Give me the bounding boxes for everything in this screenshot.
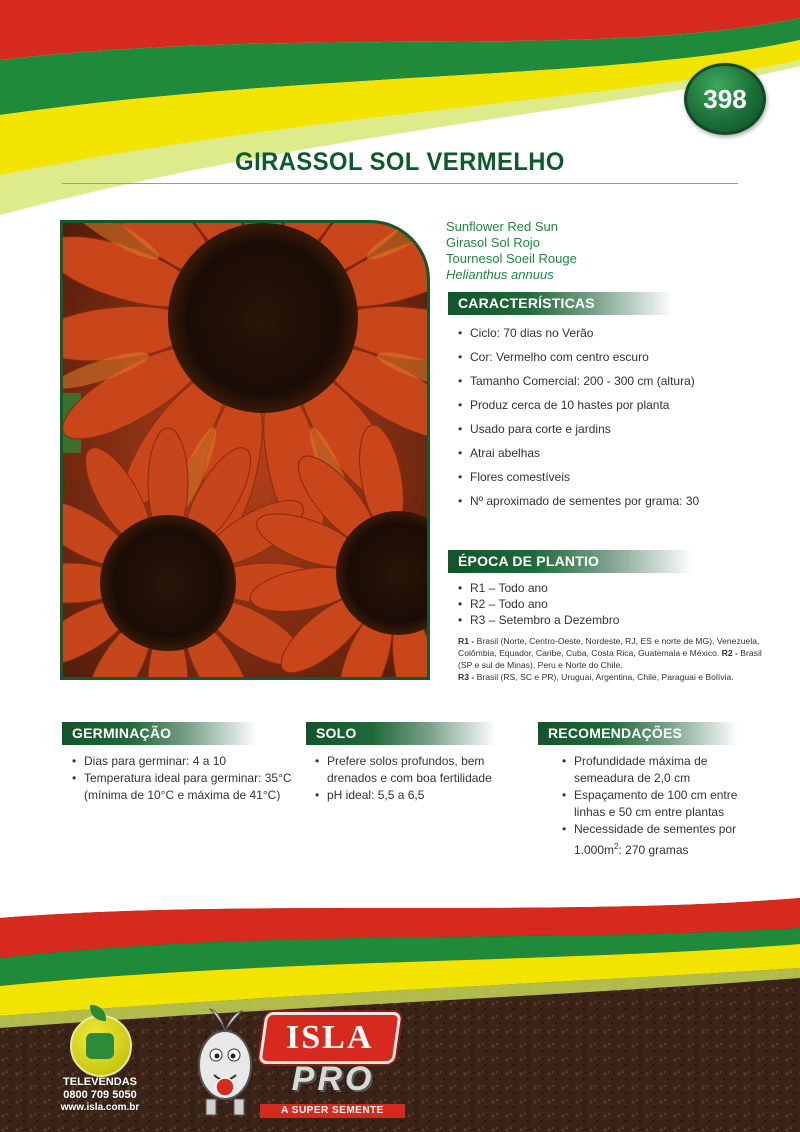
seed-need-value: : 270 gramas [618, 843, 689, 857]
name-spanish: Girasol Sol Rojo [446, 235, 540, 250]
website-link[interactable]: www.isla.com.br [60, 1102, 140, 1113]
list-item: • Dias para germinar: 4 a 10 [72, 753, 297, 770]
name-english: Sunflower Red Sun [446, 219, 559, 234]
list-item: • Usado para corte e jardins [458, 417, 778, 441]
brand-sub: PRO [291, 1060, 375, 1098]
list-item: • R3 – Setembro a Dezembro [458, 612, 778, 628]
list-item: • Ciclo: 70 dias no Verão [458, 321, 778, 345]
r3-text: Brasil (RS, SC e PR), Uruguai, Argentina, Chile, Paraguai e Bolívia. [474, 672, 734, 682]
list-item: • R1 – Todo ano [458, 580, 778, 596]
isla-brand-badge [258, 1012, 401, 1064]
list-item: • Temperatura ideal para germinar: 35°C (mínima de 10°C e máxima de 41°C) [72, 770, 297, 804]
recomendacoes-list [562, 753, 752, 859]
list-item [562, 821, 752, 859]
televendas-phone[interactable]: 0800 709 5050 [63, 1089, 137, 1101]
sunflower-photo [60, 220, 430, 680]
page-title: GIRASSOL SOL VERMELHO [235, 148, 565, 176]
list-item: • Tamanho Comercial: 200 - 300 cm (altura) [458, 369, 778, 393]
section-heading-caracteristicas: CARACTERÍSTICAS [448, 292, 673, 315]
seed-need-text: Necessidade de sementes por 1.000m [574, 822, 737, 857]
caracteristicas-list [458, 321, 778, 513]
list-item: • Atrai abelhas [458, 441, 778, 465]
list-item: • Produz cerca de 10 hastes por planta [458, 393, 778, 417]
list-item: • Cor: Vermelho com centro escuro [458, 345, 778, 369]
variety-names [446, 219, 577, 283]
list-item: • Nº aproximado de sementes por grama: 30 [458, 489, 778, 513]
section-heading-germinacao: GERMINAÇÃO [62, 722, 257, 745]
sunflower-illustration [63, 223, 427, 677]
r2-text: Brasil (SP e sul de Minas), Peru e Norte do Chile. [458, 648, 762, 670]
epoca-list [458, 580, 778, 628]
televendas-mascot-icon [70, 1015, 132, 1077]
r3-label: R3 - [458, 672, 475, 682]
isla-mascot-logo [190, 1005, 260, 1117]
list-item: • Prefere solos profundos, bem drenados e com boa fertilidade [315, 753, 505, 787]
top-swoosh-decoration [0, 0, 800, 230]
germinacao-list [72, 753, 297, 804]
solo-list [315, 753, 505, 804]
list-item: • Espaçamento de 100 cm entre linhas e 50 cm entre plantas [562, 787, 752, 821]
section-heading-epoca: ÉPOCA DE PLANTIO [448, 550, 693, 573]
r1-text: Brasil (Norte, Centro-Oeste, Nordeste, RJ, ES e norte de MG), Venezuela, Colômbia, Equador, Caribe, Cuba, Costa Rica, Guatemala e México. [458, 636, 760, 658]
page-number: 398 [703, 83, 747, 114]
region-note [458, 635, 778, 683]
list-item: • R2 – Todo ano [458, 596, 778, 612]
name-french: Tournesol Soeil Rouge [446, 251, 577, 266]
list-item: • Flores comestíveis [458, 465, 778, 489]
brand-name: ISLA [286, 1019, 374, 1056]
list-item: • pH ideal: 5,5 a 6,5 [315, 787, 505, 804]
section-heading-solo: SOLO [306, 722, 496, 745]
list-item: • Profundidade máxima de semeadura de 2,0 cm [562, 753, 752, 787]
phone-icon [86, 1033, 114, 1059]
title-divider [62, 183, 738, 184]
slogan: A SUPER SEMENTE [260, 1104, 405, 1118]
r1-label: R1 - [458, 636, 475, 646]
page-number-badge [684, 63, 766, 135]
name-latin: Helianthus annuus [446, 267, 554, 282]
r2-label: R2 - [721, 648, 738, 658]
televendas-label: TELEVENDAS [63, 1076, 137, 1088]
section-heading-recomendacoes: RECOMENDAÇÕES [538, 722, 738, 745]
seed-need-sup: 2 [614, 842, 619, 851]
